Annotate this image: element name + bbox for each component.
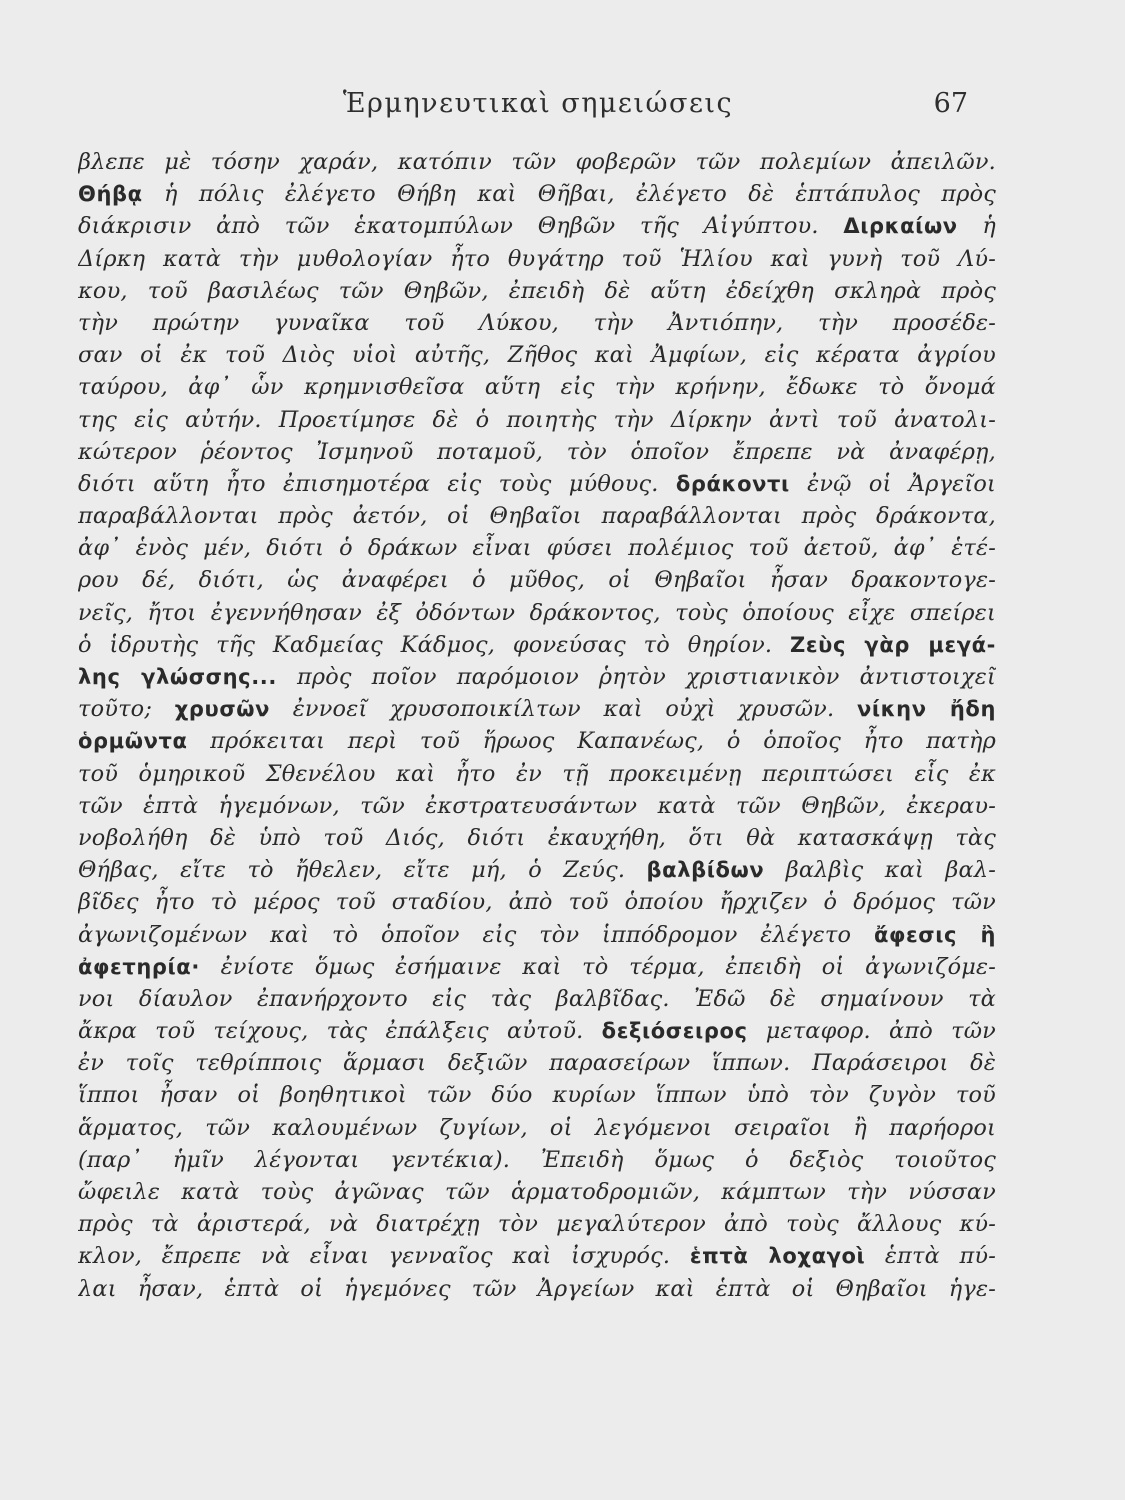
text-line bbox=[78, 693, 996, 725]
text-line bbox=[78, 500, 996, 532]
text-line bbox=[78, 1112, 996, 1144]
commentary-text: βλεπε μὲ τόσην χαράν, κατόπιν τῶν φοβερῶν τῶν πολεμίων ἀπειλῶν. bbox=[78, 149, 996, 175]
commentary-text: βαλβὶς καὶ βαλ- bbox=[764, 857, 996, 884]
commentary-text: ταύρου, ἀφ᾽ ὧν κρημνισθεῖσα αὕτη εἰς τὴν κρήνην, ἔδωκε τὸ ὄνομά bbox=[78, 374, 996, 401]
commentary-text: νοβολήθη δὲ ὑπὸ τοῦ Διός, διότι ἐκαυχήθη, ὅτι θὰ κατασκάψῃ τὰς bbox=[78, 824, 996, 851]
text-line bbox=[78, 854, 996, 886]
commentary-text: διάκρισιν ἀπὸ τῶν ἑκατομπύλων Θηβῶν τῆς Αἰγύπτου. bbox=[78, 213, 844, 240]
commentary-text: σαν οἱ ἐκ τοῦ Διὸς υἱοὶ αὐτῆς, Ζῆθος καὶ Ἀμφίων, εἰς κέρατα ἀγρίου bbox=[78, 342, 996, 369]
commentary-text: ἐν τοῖς τεθρίπποις ἅρμασι δεξιῶν παρασείρων ἵππων. Παράσειροι δὲ bbox=[78, 1050, 996, 1077]
commentary-text: ὁ ἱδρυτὴς τῆς Καδμείας Κάδμος, φονεύσας τὸ θηρίον. bbox=[78, 631, 791, 658]
commentary-text: νοι δίαυλον ἐπανήρχοντο εἰς τὰς βαλβῖδας. Ἐδῶ δὲ σημαίνουν τὰ bbox=[78, 985, 996, 1012]
text-line bbox=[78, 1015, 996, 1047]
text-line bbox=[78, 822, 996, 854]
lemma-term: νίκην ἤδη bbox=[856, 697, 996, 722]
text-line bbox=[78, 886, 996, 918]
commentary-text: ὤφειλε κατὰ τοὺς ἀγῶνας τῶν ἁρματοδρομιῶν, κάμπτων τὴν νύσσαν bbox=[78, 1179, 996, 1205]
text-line bbox=[78, 758, 996, 790]
text-line bbox=[78, 919, 996, 951]
text-line bbox=[78, 951, 996, 983]
commentary-text: Δίρκη κατὰ τὴν μυθολογίαν ἦτο θυγάτηρ τοῦ Ἡλίου καὶ γυνὴ τοῦ Λύ- bbox=[78, 245, 996, 272]
text-line bbox=[78, 725, 996, 757]
text-line bbox=[78, 146, 996, 178]
lemma-term: Ζεὺς γὰρ μεγά- bbox=[790, 632, 996, 657]
commentary-text: της εἰς αὐτήν. Προετίμησε δὲ ὁ ποιητὴς τὴν Δίρκην ἀντὶ τοῦ ἀνατολι- bbox=[78, 406, 996, 433]
commentary-text: διότι αὕτη ἦτο ἐπισημοτέρα εἰς τοὺς μύθους. bbox=[78, 470, 676, 497]
commentary-text: ἐνίοτε ὅμως ἐσήμαινε καὶ τὸ τέρμα, ἐπειδὴ οἱ ἀγωνιζόμε- bbox=[199, 953, 996, 980]
commentary-text: ἐννοεῖ χρυσοποικίλτων καὶ οὐχὶ χρυσῶν. bbox=[270, 696, 857, 723]
commentary-text: τοῦτο; bbox=[78, 696, 175, 723]
text-line bbox=[78, 983, 996, 1015]
commentary-text: λαι ἦσαν, ἑπτὰ οἱ ἡγεμόνες τῶν Ἀργείων καὶ ἑπτὰ οἱ Θηβαῖοι ἡγε- bbox=[78, 1275, 996, 1302]
commentary-text: παραβάλλονται πρὸς ἀετόν, οἱ Θηβαῖοι παραβάλλονται πρὸς δράκοντα, bbox=[78, 503, 996, 530]
lemma-term: δράκοντι bbox=[675, 471, 790, 496]
lemma-term: βαλβίδων bbox=[646, 858, 765, 883]
commentary-text: ἄκρα τοῦ τείχους, τὰς ἐπάλξεις αὐτοῦ. bbox=[78, 1018, 602, 1045]
text-line bbox=[78, 629, 996, 661]
commentary-text: Θήβας, εἴτε τὸ ἤθελεν, εἴτε μή, ὁ Ζεύς. bbox=[78, 857, 647, 884]
lemma-term: ὁρμῶντα bbox=[78, 729, 188, 754]
lemma-term: λης γλώσσης... bbox=[78, 665, 277, 689]
commentary-text: ἑπτὰ πύ- bbox=[865, 1243, 996, 1270]
lemma-term: χρυσῶν bbox=[174, 697, 271, 722]
text-line bbox=[78, 1176, 996, 1208]
commentary-text: ἅρματος, τῶν καλουμένων ζυγίων, οἱ λεγόμενοι σειραῖοι ἢ παρήοροι bbox=[78, 1114, 996, 1141]
body-text bbox=[78, 146, 996, 1305]
text-line bbox=[78, 404, 996, 436]
commentary-text: τοῦ ὁμηρικοῦ Σθενέλου καὶ ἦτο ἐν τῇ προκειμένῃ περιπτώσει εἷς ἐκ bbox=[78, 760, 996, 787]
text-line bbox=[78, 307, 996, 339]
text-line bbox=[78, 1047, 996, 1079]
commentary-text: πρόκειται περὶ τοῦ ἥρωος Καπανέως, ὁ ὁποῖος ἦτο πατὴρ bbox=[187, 728, 996, 755]
commentary-text: ρου δέ, διότι, ὡς ἀναφέρει ὁ μῦθος, οἱ Θηβαῖοι ἦσαν δρακοντογε- bbox=[78, 567, 996, 594]
text-line bbox=[78, 790, 996, 822]
text-line bbox=[78, 1144, 996, 1176]
text-line bbox=[78, 371, 996, 403]
commentary-text: ἐνῷ οἱ Ἀργεῖοι bbox=[789, 470, 996, 497]
text-line bbox=[78, 532, 996, 564]
commentary-text: ἀφ᾽ ἑνὸς μέν, διότι ὁ δράκων εἶναι φύσει πολέμιος τοῦ ἀετοῦ, ἀφ᾽ ἑτέ- bbox=[78, 535, 996, 562]
text-line bbox=[78, 436, 996, 468]
text-line bbox=[78, 210, 996, 242]
commentary-text: ἵπποι ἦσαν οἱ βοηθητικοὶ τῶν δύο κυρίων ἵππων ὑπὸ τὸν ζυγὸν τοῦ bbox=[78, 1082, 996, 1109]
lemma-term: δεξιόσειρος bbox=[601, 1019, 748, 1044]
text-line bbox=[78, 597, 996, 629]
text-line bbox=[78, 661, 996, 693]
lemma-term: ἀφετηρία· bbox=[78, 954, 200, 979]
commentary-text: (παρ᾽ ἡμῖν λέγονται γεντέκια). Ἐπειδὴ ὅμως ὁ δεξιὸς τοιοῦτος bbox=[78, 1146, 996, 1173]
commentary-text: βῖδες ἦτο τὸ μέρος τοῦ σταδίου, ἀπὸ τοῦ ὁποίου ἤρχιζεν ὁ δρόμος τῶν bbox=[78, 889, 996, 916]
commentary-text: νεῖς, ἤτοι ἐγεννήθησαν ἐξ ὀδόντων δράκοντος, τοὺς ὁποίους εἶχε σπείρει bbox=[78, 599, 996, 626]
text-line bbox=[78, 1079, 996, 1111]
commentary-text: τὴν πρώτην γυναῖκα τοῦ Λύκου, τὴν Ἀντιόπην, τὴν προσέδε- bbox=[78, 309, 996, 336]
lemma-term: ἑπτὰ λοχαγοὶ bbox=[689, 1244, 866, 1269]
commentary-text: κώτερον ῥέοντος Ἰσμηνοῦ ποταμοῦ, τὸν ὁποῖον ἔπρεπε νὰ ἀναφέρῃ, bbox=[78, 438, 996, 465]
commentary-text: ἡ bbox=[957, 213, 996, 240]
text-line bbox=[78, 1208, 996, 1240]
text-line bbox=[78, 178, 996, 210]
lemma-term: Διρκαίων bbox=[843, 214, 958, 239]
lemma-term: Θήβᾳ bbox=[78, 182, 143, 207]
commentary-text: ἡ πόλις ἐλέγετο Θήβη καὶ Θῆβαι, ἐλέγετο δὲ ἑπτάπυλος πρὸς bbox=[142, 181, 996, 208]
text-line bbox=[78, 339, 996, 371]
text-line bbox=[78, 468, 996, 500]
text-line bbox=[78, 1273, 996, 1305]
commentary-text: τῶν ἑπτὰ ἡγεμόνων, τῶν ἐκστρατευσάντων κατὰ τῶν Θηβῶν, ἐκεραυ- bbox=[78, 792, 996, 819]
text-line bbox=[78, 275, 996, 307]
page-number: 67 bbox=[933, 88, 968, 119]
running-title: Ἑρμηνευτικαὶ σημειώσεις bbox=[342, 88, 734, 119]
commentary-text: ἀγωνιζομένων καὶ τὸ ὁποῖον εἰς τὸν ἱππόδρομον ἐλέγετο bbox=[78, 921, 874, 948]
commentary-text: κου, τοῦ βασιλέως τῶν Θηβῶν, ἐπειδὴ δὲ αὕτη ἐδείχθη σκληρὰ πρὸς bbox=[78, 277, 996, 304]
commentary-text: κλον, ἔπρεπε νὰ εἶναι γενναῖος καὶ ἰσχυρός. bbox=[78, 1243, 690, 1270]
running-head bbox=[78, 88, 998, 128]
commentary-text: πρὸς ποῖον παρόμοιον ῥητὸν χριστιανικὸν ἀντιστοιχεῖ bbox=[276, 664, 996, 690]
commentary-text: πρὸς τὰ ἀριστερά, νὰ διατρέχῃ τὸν μεγαλύτερον ἀπὸ τοὺς ἄλλους κύ- bbox=[78, 1211, 996, 1238]
text-line bbox=[78, 564, 996, 596]
text-line bbox=[78, 243, 996, 275]
text-line bbox=[78, 1240, 996, 1272]
lemma-term: ἄφεσις ἢ bbox=[873, 922, 996, 947]
commentary-text: μεταφορ. ἀπὸ τῶν bbox=[747, 1018, 996, 1045]
